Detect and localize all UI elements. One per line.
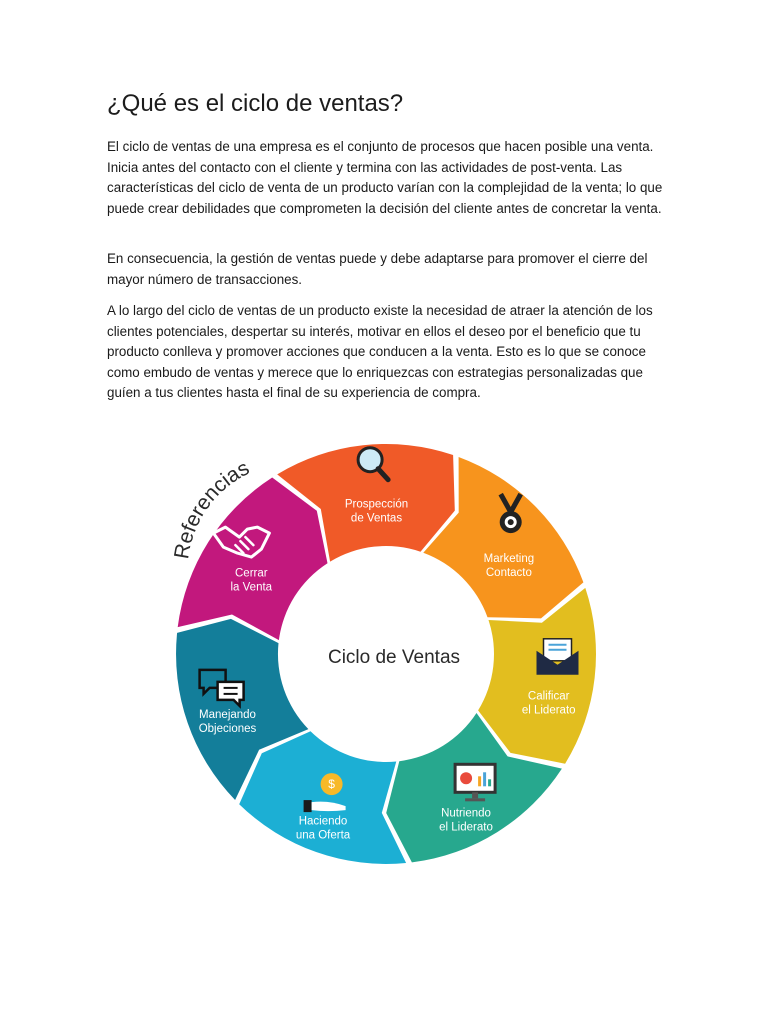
- segment-label-line1: Nutriendo: [441, 807, 491, 820]
- segment-label-line1: Marketing: [483, 552, 535, 565]
- segment-label-line2: el Liderato: [521, 704, 576, 717]
- segment-label-line2: Objeciones: [198, 722, 257, 735]
- paragraph-intro: El ciclo de ventas de una empresa es el conjunto de procesos que hacen posible una venta. Inicia antes del contacto con el cliente y termina con las actividades de post-venta. Las características del ciclo de venta de un producto varían con la complejidad de la venta; lo que puede crear debilidades que comprometen la decisión del cliente antes de concretar la venta.: [107, 139, 663, 216]
- center-label: Ciclo de Ventas: [327, 647, 461, 668]
- segment-label-line2: de Ventas: [350, 512, 403, 525]
- segment-label-line2: una Oferta: [295, 829, 351, 842]
- references-label: Referencias: [170, 456, 254, 561]
- segment-label-line2: Contacto: [485, 566, 532, 579]
- envelope-icon: [537, 639, 579, 675]
- segment-label-line2: la Venta: [230, 581, 273, 594]
- paragraph-consequence: En consecuencia, la gestión de ventas puede y debe adaptarse para promover el cierre del mayor número de transacciones.: [107, 251, 648, 287]
- segment-label-line1: Calificar: [527, 690, 570, 703]
- svg-text:$: $: [328, 777, 335, 792]
- page-title: ¿Qué es el ciclo de ventas?: [107, 90, 404, 117]
- segment-label-line1: Manejando: [199, 708, 256, 721]
- segment-label-line2: el Liderato: [439, 821, 493, 834]
- paragraph-funnel: A lo largo del ciclo de ventas de un producto existe la necesidad de atraer la atención de los clientes potenciales, despertar su interés, motivar en ellos el deseo por el beneficio que tu producto conlleva y promover acciones que conducen a la venta. Esto es lo que se conoce como embudo de ventas y merece que lo enriquezcas con estrategias personalizadas que guíen a tus clientes hasta el final de su experiencia de compra.: [107, 303, 653, 401]
- segment-label-line1: Haciendo: [298, 815, 348, 828]
- segment-label-line1: Cerrar: [235, 567, 268, 580]
- sales-cycle-diagram: [150, 420, 610, 880]
- segment-label-line1: Prospección: [344, 498, 409, 511]
